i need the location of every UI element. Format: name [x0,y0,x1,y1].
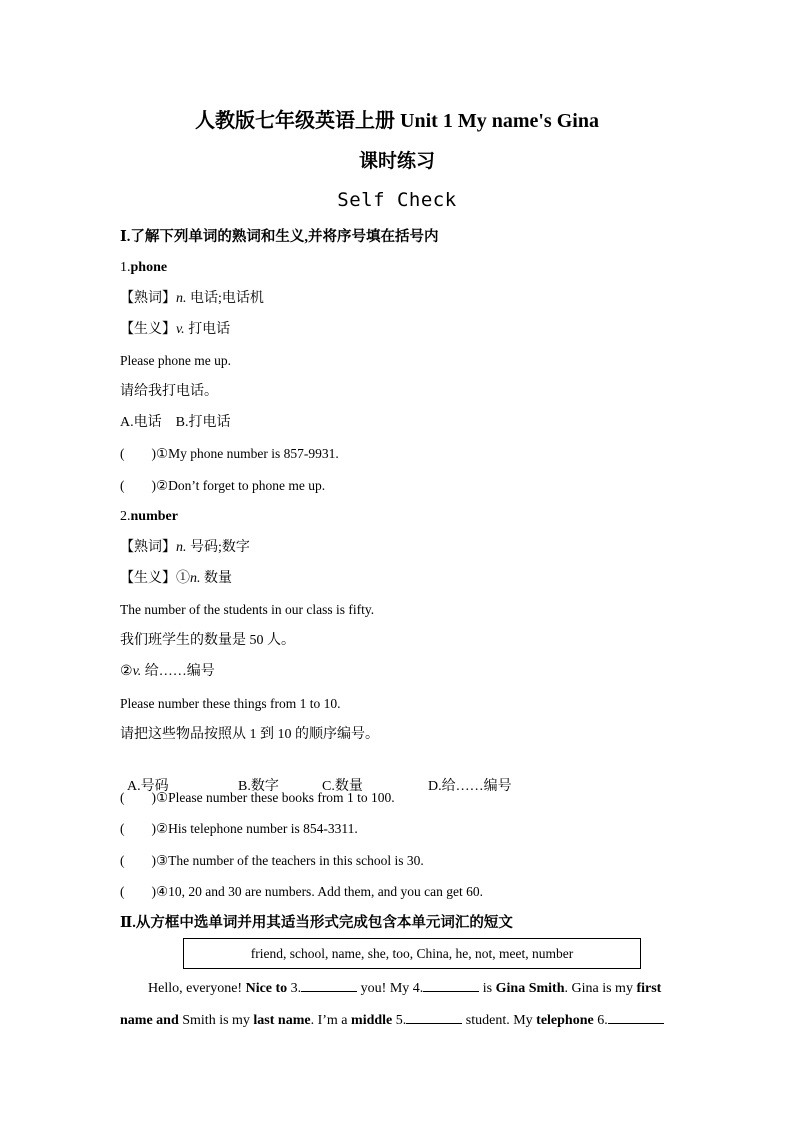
section-heading: Self Check [337,189,457,211]
word2-example2-zh: 请把这些物品按照从 1 到 10 的顺序编号。 [120,727,379,742]
blank-3[interactable] [301,977,357,992]
word2-header: 2.number [120,509,178,524]
option-a: A.号码 [127,779,169,794]
option-c: C.数量 [322,779,363,794]
word2-item-3: ( )③The number of the teachers in this school is 30. [120,853,424,868]
word2-example1-zh: 我们班学生的数量是 50 人。 [120,633,295,648]
word1-options: A.电话 B.打电话 [120,415,231,430]
passage-line-2: name and Smith is my last name. I’m a middle 5. student. My telephone 6. [120,1009,665,1031]
word2-item-4: ( )④10, 20 and 30 are numbers. Add them, and you can get 60. [120,884,484,899]
word2-new-meaning-1: 【生义】①n. 数量 [120,571,232,586]
part1-heading: Ⅰ.了解下列单词的熟词和生义,并将序号填在括号内 [120,229,439,245]
option-b: B.数字 [238,779,279,794]
option-d: D.给……编号 [428,779,512,794]
word2-example2-en: Please number these things from 1 to 10. [120,696,341,711]
word1-item-1: ( )①My phone number is 857-9931. [120,446,339,461]
document-title: 人教版七年级英语上册 Unit 1 My name's Gina [195,110,599,132]
word2-example1-en: The number of the students in our class is fifty. [120,602,375,617]
part2-heading: Ⅱ.从方框中选单词并用其适当形式完成包含本单元词汇的短文 [120,915,513,931]
word1-example-zh: 请给我打电话。 [120,384,218,399]
document-subtitle: 课时练习 [358,151,435,172]
word2-item-1: ( )①Please number these books from 1 to 100. [120,790,395,805]
word2-familiar: 【熟词】n. 号码;数字 [120,540,250,555]
blank-4[interactable] [423,977,479,992]
word2-item-2: ( )②His telephone number is 854-3311. [120,821,358,836]
word-box: friend, school, name, she, too, China, he, not, meet, number [183,938,641,969]
word2-new-meaning-2: ②v. 给……编号 [120,664,215,679]
passage-line-1: Hello, everyone! Nice to 3. you! My 4. is Gina Smith. Gina is my first [120,977,665,999]
blank-5[interactable] [406,1009,462,1024]
word1-header: 1.phone [120,260,168,275]
word1-familiar: 【熟词】n. 电话;电话机 [120,291,264,306]
word1-new-meaning: 【生义】v. 打电话 [120,322,231,337]
blank-6[interactable] [608,1009,664,1024]
word1-example-en: Please phone me up. [120,353,231,368]
word1-item-2: ( )②Don’t forget to phone me up. [120,478,326,493]
